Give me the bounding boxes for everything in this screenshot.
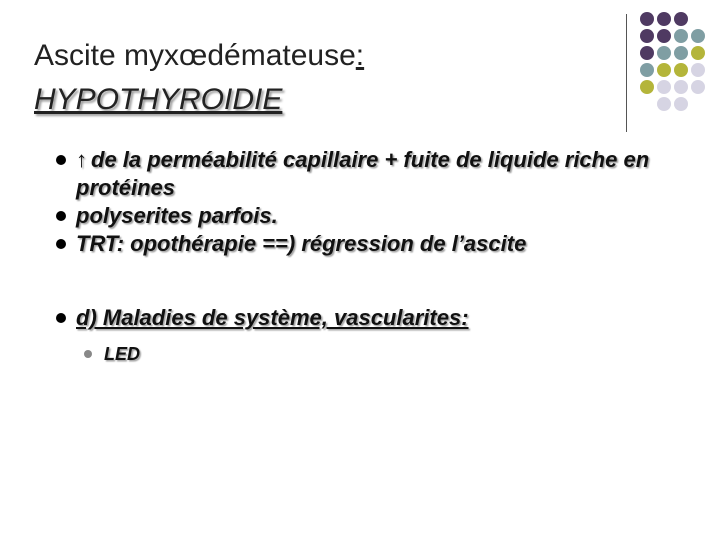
title-text: Ascite myxœdémateuse <box>34 39 356 72</box>
decor-dot <box>674 97 688 111</box>
bullet-list <box>48 146 668 366</box>
decor-dot <box>674 29 688 43</box>
title-line-2: HYPOTHYROIDIE <box>34 83 283 116</box>
bullet-dot <box>56 313 66 323</box>
sub-bullet-item-led <box>48 342 668 366</box>
decor-dot <box>657 12 671 26</box>
decor-dot <box>657 97 671 111</box>
decor-dot <box>640 63 654 77</box>
bullet-text: polyserites parfois. <box>76 203 278 228</box>
decor-dot <box>674 63 688 77</box>
bullet-item-systemic-diseases <box>48 304 668 332</box>
bullet-item-polyserites <box>48 202 668 230</box>
decor-dot <box>657 29 671 43</box>
decor-dot <box>691 63 705 77</box>
decor-dot <box>657 80 671 94</box>
decor-dot <box>640 80 654 94</box>
up-arrow-icon: ↑ <box>76 147 87 172</box>
decor-dot <box>674 80 688 94</box>
bullet-dot <box>56 155 66 165</box>
decor-dot-grid <box>0 0 720 140</box>
sub-bullet-dot <box>84 350 92 358</box>
decor-dot <box>691 80 705 94</box>
bullet-text: d) Maladies de système, vascularites: <box>76 305 469 330</box>
decor-dot <box>691 46 705 60</box>
decor-dot <box>640 12 654 26</box>
decor-dot <box>657 63 671 77</box>
decor-dot <box>657 46 671 60</box>
bullet-text: de la perméabilité capillaire + fuite de liquide riche en protéines <box>76 147 650 200</box>
decor-dot <box>674 46 688 60</box>
sub-bullet-text: LED <box>104 344 140 364</box>
decor-dot <box>640 46 654 60</box>
bullet-dot <box>56 211 66 221</box>
title-colon: : <box>355 39 365 72</box>
decor-dot <box>674 12 688 26</box>
decor-dot <box>691 29 705 43</box>
decor-dot <box>640 29 654 43</box>
bullet-item-permeability <box>48 146 668 202</box>
bullet-text: TRT: opothérapie ==) régression de l’ascite <box>76 231 527 256</box>
bullet-dot <box>56 239 66 249</box>
bullet-item-treatment <box>48 230 668 258</box>
